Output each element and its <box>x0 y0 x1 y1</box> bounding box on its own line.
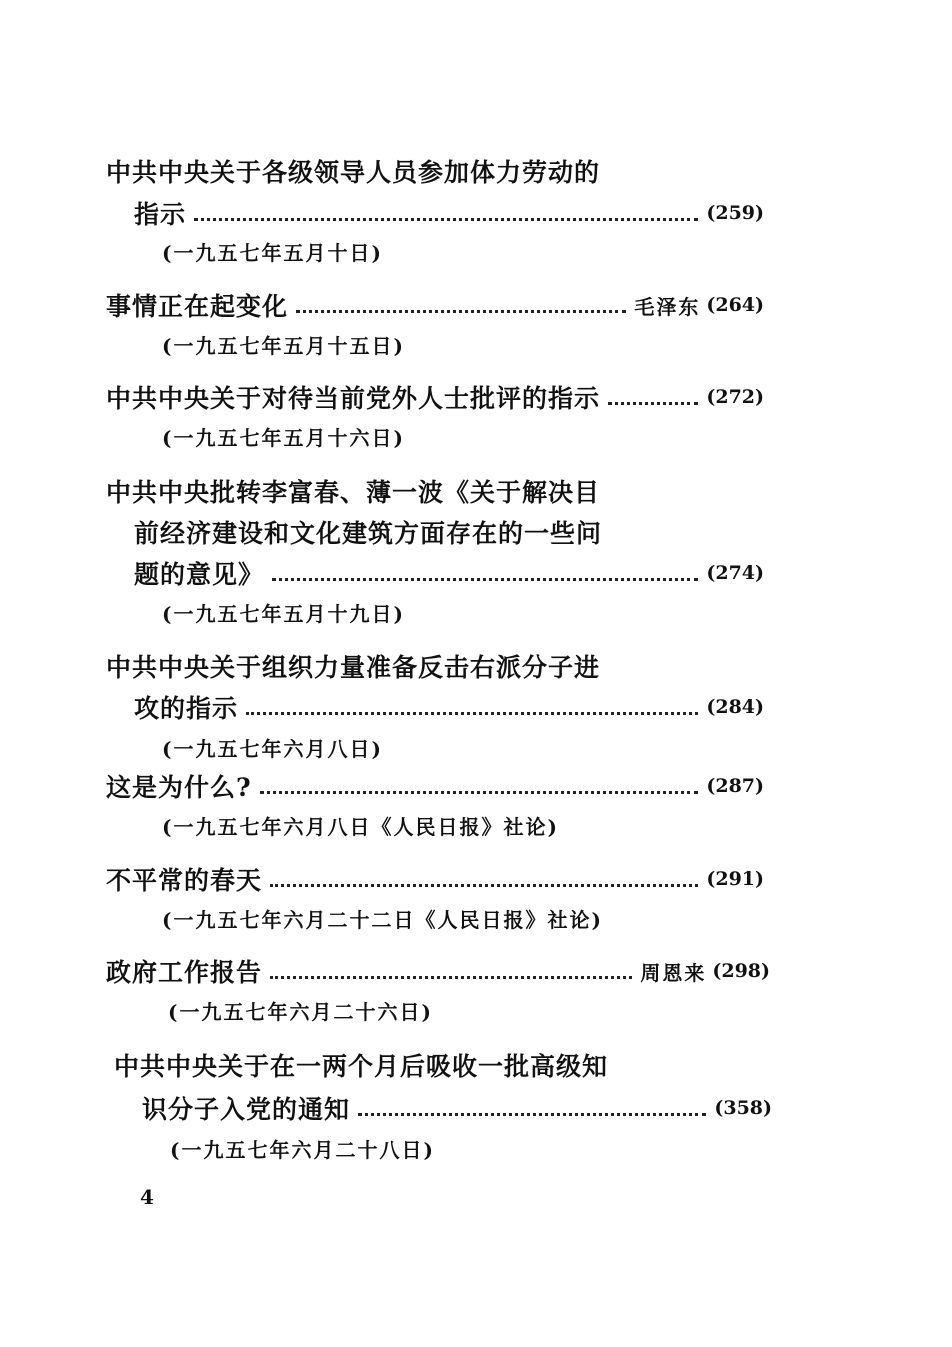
entry-date: (一九五七年六月二十八日) <box>170 1138 435 1162</box>
dot-leader <box>272 578 698 581</box>
entry-date: (一九五七年六月二十二日《人民日报》社论) <box>162 908 603 932</box>
entry-title-text: 事情正在起变化 <box>106 292 289 321</box>
entry-title-line <box>134 195 764 231</box>
entry-title-line <box>134 514 734 550</box>
dot-leader <box>296 310 626 313</box>
entry-title-line <box>114 1047 714 1083</box>
entry-title-line <box>106 768 764 804</box>
entry-title-text: 这是为什么? <box>106 773 252 802</box>
dot-leader <box>270 976 632 979</box>
dot-leader <box>194 218 698 221</box>
entry-title-text: 中共中央关于对待当前党外人士批评的指示 <box>106 384 601 413</box>
entry-title-line <box>106 473 706 509</box>
entry-title-text: 题的意见》 <box>134 560 265 589</box>
entry-date: (一九五七年六月二十六日) <box>168 1000 433 1024</box>
page-number: (298) <box>712 960 770 982</box>
entry-title-line <box>106 379 764 415</box>
page-number: (272) <box>706 386 764 408</box>
entry-title-line <box>106 153 706 189</box>
dot-leader <box>358 1113 706 1116</box>
page-number: (287) <box>706 775 764 797</box>
dot-leader <box>260 791 699 794</box>
entry-date: (一九五七年五月十日) <box>162 241 383 265</box>
dot-leader <box>270 884 698 887</box>
entry-title-text: 不平常的春天 <box>106 866 263 895</box>
page-number: (291) <box>706 868 764 890</box>
entry-title-text: 政府工作报告 <box>106 958 263 987</box>
page-number: (284) <box>706 696 764 718</box>
entry-title-line <box>134 689 764 725</box>
entry-title-text: 中共中央关于组织力量准备反击右派分子进 <box>106 653 601 682</box>
entry-date: (一九五七年五月十九日) <box>162 602 405 626</box>
entry-title-text: 中共中央关于在一两个月后吸收一批高级知 <box>114 1052 609 1081</box>
entry-title-line <box>106 648 706 684</box>
entry-date: (一九五七年六月八日) <box>162 737 383 761</box>
entry-title-text: 中共中央批转李富春、薄一波《关于解决目 <box>106 478 601 507</box>
entry-title-line <box>106 953 770 989</box>
entry-title-line <box>142 1090 772 1126</box>
entry-title-text: 识分子入党的通知 <box>142 1095 351 1124</box>
entry-title-text: 攻的指示 <box>134 694 239 723</box>
entry-title-text: 指示 <box>134 200 187 229</box>
entry-title-line <box>134 555 764 591</box>
page-number: (259) <box>706 202 764 224</box>
entry-date: (一九五七年五月十六日) <box>162 426 405 450</box>
entry-title-text: 中共中央关于各级领导人员参加体力劳动的 <box>106 158 601 187</box>
dot-leader <box>608 402 698 405</box>
entry-title-line <box>106 861 764 897</box>
entry-title-line <box>106 287 764 323</box>
page-number: (358) <box>714 1097 772 1119</box>
entry-date: (一九五七年六月八日《人民日报》社论) <box>162 815 559 839</box>
entry-author: 毛泽东 <box>634 294 701 319</box>
page-folio: 4 <box>140 1185 154 1209</box>
page-number: (264) <box>706 294 764 316</box>
entry-author: 周恩来 <box>640 960 707 985</box>
entry-date: (一九五七年五月十五日) <box>162 334 405 358</box>
dot-leader <box>246 712 698 715</box>
entry-title-text: 前经济建设和文化建筑方面存在的一些问 <box>134 519 603 548</box>
page-number: (274) <box>706 562 764 584</box>
